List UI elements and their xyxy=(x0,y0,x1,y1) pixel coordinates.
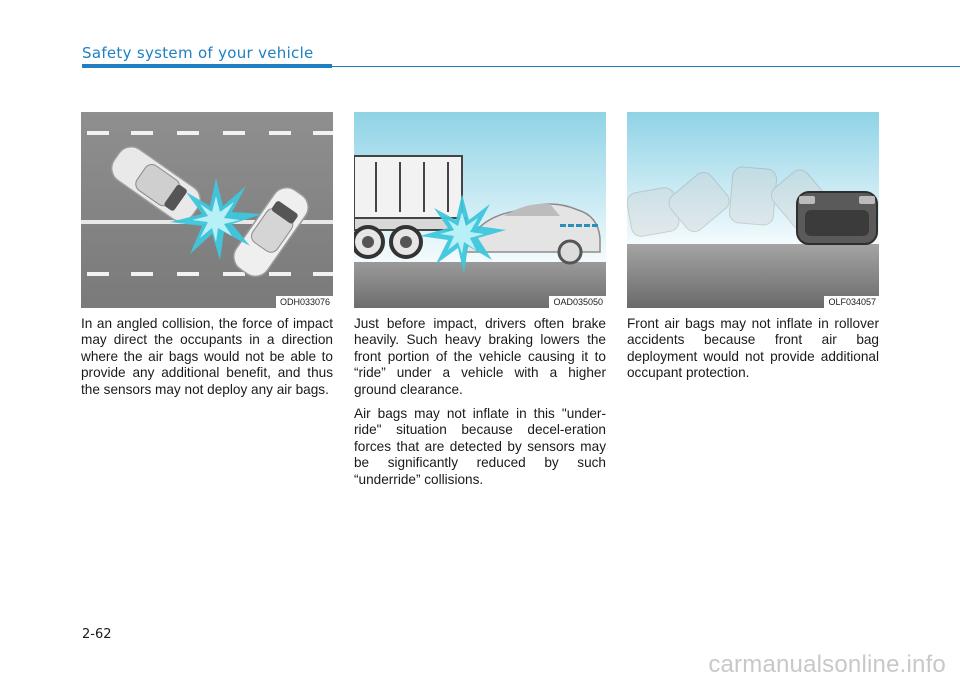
figure-angled-collision xyxy=(81,112,333,308)
header-title: Safety system of your vehicle xyxy=(82,44,314,62)
figure-code: ODH033076 xyxy=(276,296,333,308)
header-rule-thick xyxy=(82,64,332,68)
page-number: 2-62 xyxy=(82,627,112,642)
header-rule-thin xyxy=(332,66,960,67)
watermark: carmanualsonline.info xyxy=(708,651,946,678)
paragraph: In an angled collision, the force of impact may direct the occupants in a direction where the air bags would not be able to provide any additional benefit, and thus the sensors may not deploy any air bags. xyxy=(81,316,333,397)
angled-collision-illustration xyxy=(81,112,333,308)
underride-collision-illustration xyxy=(354,112,606,308)
paragraph: Air bags may not inflate in this "under-ride" situation because decel-eration forces that are detected by sensors may be significantly reduced by such “underride” collisions. xyxy=(354,406,606,487)
figure-underride xyxy=(354,112,606,308)
rollover-illustration xyxy=(627,112,879,308)
figure-code: OAD035050 xyxy=(549,296,606,308)
paragraph: Front air bags may not inflate in rollover accidents because front air bag deployment would not provide additional occupant protection. xyxy=(627,316,879,381)
figure-rollover xyxy=(627,112,879,308)
paragraph: Just before impact, drivers often brake heavily. Such heavy braking lowers the front portion of the vehicle causing it to “ride” under a vehicle with a higher ground clearance. xyxy=(354,316,606,397)
column-underride xyxy=(354,112,606,488)
column-angled-collision xyxy=(81,112,333,398)
figure-code: OLF034057 xyxy=(824,296,879,308)
column-rollover xyxy=(627,112,879,382)
